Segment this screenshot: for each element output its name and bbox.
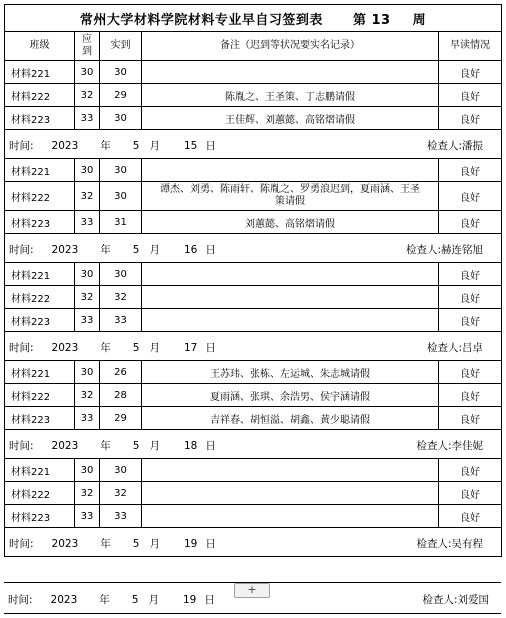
actual-cell: 28 (100, 384, 142, 407)
checker-label: 检查人: (416, 538, 452, 550)
reading-cell: 良好 (439, 61, 502, 84)
date-day: 18 (183, 440, 198, 452)
checker-text (427, 138, 483, 153)
checker-text (422, 592, 489, 607)
class-cell: 材料223 (5, 309, 75, 332)
reading-cell: 良好 (439, 361, 502, 384)
class-cell: 材料223 (5, 107, 75, 130)
actual-cell: 30 (100, 159, 142, 182)
reading-cell: 良好 (439, 286, 502, 309)
table-row (5, 107, 502, 130)
expected-cell: 32 (75, 384, 100, 407)
actual-cell: 33 (100, 505, 142, 528)
class-cell: 材料221 (5, 361, 75, 384)
expected-cell: 30 (75, 361, 100, 384)
checker-name: 李佳妮 (451, 440, 484, 452)
note-cell (142, 505, 439, 528)
note-cell: 吉祥春、胡恒溢、胡鑫、黄少聪请假 (142, 407, 439, 430)
reading-cell: 良好 (439, 482, 502, 505)
date-year: 2023 (51, 140, 79, 152)
date-cell (5, 528, 502, 557)
date-year: 2023 (51, 342, 79, 354)
date-label: 时间: (9, 140, 34, 152)
date-month: 5 (132, 140, 140, 152)
date-cell (5, 234, 502, 263)
checker-text (427, 340, 483, 355)
date-label: 时间: (8, 594, 33, 606)
date-day-unit: 日 (205, 440, 216, 452)
date-day-unit: 日 (205, 538, 216, 550)
expected-cell: 32 (75, 182, 100, 211)
actual-cell: 30 (100, 263, 142, 286)
actual-cell: 33 (100, 309, 142, 332)
checker-text (406, 242, 483, 257)
date-cell (5, 332, 502, 361)
header-reading: 早读情况 (439, 32, 502, 61)
table-row (5, 263, 502, 286)
date-year: 2023 (51, 244, 79, 256)
note-cell: 陈胤之、王圣策、丁志鹏请假 (142, 84, 439, 107)
checker-label: 检查人: (416, 440, 452, 452)
table-row (5, 211, 502, 234)
date-cell (5, 430, 502, 459)
note-cell: 夏雨涵、张琪、余浩男、侯宇涵请假 (142, 384, 439, 407)
signin-sheet (4, 4, 501, 557)
date-year-unit: 年 (99, 594, 110, 606)
expected-cell: 33 (75, 407, 100, 430)
date-month-unit: 月 (149, 140, 160, 152)
date-month: 5 (132, 244, 140, 256)
date-day-unit: 日 (205, 244, 216, 256)
checker-name: 潘振 (462, 140, 484, 152)
class-cell: 材料223 (5, 505, 75, 528)
header-actual: 实到 (100, 32, 142, 61)
table-row (5, 384, 502, 407)
header-class: 班级 (5, 32, 75, 61)
date-month-unit: 月 (149, 440, 160, 452)
checker-label: 检查人: (422, 594, 458, 606)
note-cell: 刘蕙懿、高铭熠请假 (142, 211, 439, 234)
class-cell: 材料222 (5, 482, 75, 505)
date-month-unit: 月 (149, 342, 160, 354)
table-row (5, 309, 502, 332)
table-row (5, 61, 502, 84)
expected-cell: 30 (75, 263, 100, 286)
date-day: 15 (183, 140, 198, 152)
reading-cell: 良好 (439, 407, 502, 430)
checker-name: 刘爱国 (457, 594, 489, 606)
date-year: 2023 (51, 440, 79, 452)
date-day: 19 (183, 538, 198, 550)
class-cell: 材料222 (5, 182, 75, 211)
table-row (5, 459, 502, 482)
reading-cell: 良好 (439, 211, 502, 234)
checker-text (416, 536, 483, 551)
note-cell: 王佳辉、刘蕙懿、高铭熠请假 (142, 107, 439, 130)
title-row (5, 5, 502, 32)
reading-cell: 良好 (439, 505, 502, 528)
reading-cell: 良好 (439, 309, 502, 332)
actual-cell: 29 (100, 84, 142, 107)
date-year-unit: 年 (100, 538, 111, 550)
note-cell (142, 61, 439, 84)
date-row (5, 332, 502, 361)
actual-cell: 30 (100, 61, 142, 84)
actual-cell: 29 (100, 407, 142, 430)
class-cell: 材料222 (5, 84, 75, 107)
note-cell (142, 309, 439, 332)
table-row (5, 286, 502, 309)
date-text (9, 138, 216, 153)
note-cell: 王苏玮、张栋、左运城、朱志城请假 (142, 361, 439, 384)
week-suffix: 周 (412, 12, 427, 28)
expected-cell: 32 (75, 482, 100, 505)
expected-cell: 30 (75, 159, 100, 182)
header-note: 备注（迟到等状况要实名记录） (142, 32, 439, 61)
class-cell: 材料221 (5, 159, 75, 182)
add-row-button[interactable]: + (234, 583, 270, 598)
expected-cell: 33 (75, 211, 100, 234)
table-row (5, 182, 502, 211)
date-month: 5 (131, 594, 139, 606)
date-year-unit: 年 (100, 342, 111, 354)
class-cell: 材料222 (5, 286, 75, 309)
date-month-unit: 月 (148, 594, 159, 606)
actual-cell: 30 (100, 459, 142, 482)
reading-cell: 良好 (439, 84, 502, 107)
reading-cell: 良好 (439, 107, 502, 130)
checker-name: 吕卓 (462, 342, 484, 354)
date-year: 2023 (50, 594, 78, 606)
date-day-unit: 日 (204, 594, 215, 606)
table-row (5, 361, 502, 384)
date-year-unit: 年 (100, 440, 111, 452)
date-row (5, 234, 502, 263)
reading-cell: 良好 (439, 384, 502, 407)
date-day: 16 (183, 244, 198, 256)
date-label: 时间: (9, 244, 34, 256)
date-month: 5 (132, 538, 140, 550)
date-label: 时间: (9, 538, 34, 550)
note-cell (142, 286, 439, 309)
week-prefix: 第 13 (352, 12, 391, 28)
note-cell (142, 159, 439, 182)
checker-label: 检查人: (405, 244, 442, 256)
reading-cell: 良好 (439, 459, 502, 482)
actual-cell: 32 (100, 286, 142, 309)
checker-name: 吴有程 (451, 538, 484, 550)
date-text (9, 340, 216, 355)
expected-cell: 30 (75, 459, 100, 482)
date-label: 时间: (9, 342, 34, 354)
actual-cell: 26 (100, 361, 142, 384)
date-text (8, 592, 215, 607)
table-row (5, 505, 502, 528)
checker-text (416, 438, 483, 453)
class-cell: 材料221 (5, 263, 75, 286)
reading-cell: 良好 (439, 182, 502, 211)
title-text: 常州大学材料学院材料专业早自习签到表 (79, 12, 323, 28)
date-month: 5 (132, 342, 140, 354)
date-month: 5 (132, 440, 140, 452)
date-year: 2023 (51, 538, 79, 550)
table-row (5, 482, 502, 505)
date-text (9, 242, 216, 257)
table-row (5, 407, 502, 430)
actual-cell: 30 (100, 107, 142, 130)
signin-table (4, 4, 502, 557)
table-row (5, 84, 502, 107)
actual-cell: 32 (100, 482, 142, 505)
expected-cell: 33 (75, 505, 100, 528)
expected-cell: 33 (75, 107, 100, 130)
sheet-title (5, 5, 502, 32)
date-day-unit: 日 (205, 140, 216, 152)
class-cell: 材料221 (5, 61, 75, 84)
reading-cell: 良好 (439, 159, 502, 182)
expected-cell: 32 (75, 84, 100, 107)
date-year-unit: 年 (100, 140, 111, 152)
date-cell (5, 130, 502, 159)
date-year-unit: 年 (100, 244, 111, 256)
actual-cell: 30 (100, 182, 142, 211)
header-row (5, 32, 502, 61)
date-row (5, 528, 502, 557)
date-label: 时间: (9, 440, 34, 452)
note-cell: 谭杰、刘勇、陈雨轩、陈胤之、罗勇浪迟到，夏雨涵、王圣策请假 (142, 182, 439, 211)
date-month-unit: 月 (149, 244, 160, 256)
date-day-unit: 日 (205, 342, 216, 354)
expected-cell: 32 (75, 286, 100, 309)
class-cell: 材料223 (5, 211, 75, 234)
header-expected: 应到 (75, 32, 100, 61)
class-cell: 材料221 (5, 459, 75, 482)
note-cell (142, 482, 439, 505)
date-day: 19 (182, 594, 197, 606)
date-row (5, 130, 502, 159)
note-cell (142, 263, 439, 286)
date-text (9, 438, 216, 453)
expected-cell: 33 (75, 309, 100, 332)
checker-label: 检查人: (426, 140, 463, 152)
class-cell: 材料222 (5, 384, 75, 407)
expected-cell: 30 (75, 61, 100, 84)
date-text (9, 536, 216, 551)
checker-label: 检查人: (426, 342, 463, 354)
date-row (5, 430, 502, 459)
date-day: 17 (183, 342, 198, 354)
checker-name: 赫连铭旭 (441, 244, 484, 256)
class-cell: 材料223 (5, 407, 75, 430)
date-month-unit: 月 (149, 538, 160, 550)
table-row (5, 159, 502, 182)
actual-cell: 31 (100, 211, 142, 234)
reading-cell: 良好 (439, 263, 502, 286)
note-cell (142, 459, 439, 482)
